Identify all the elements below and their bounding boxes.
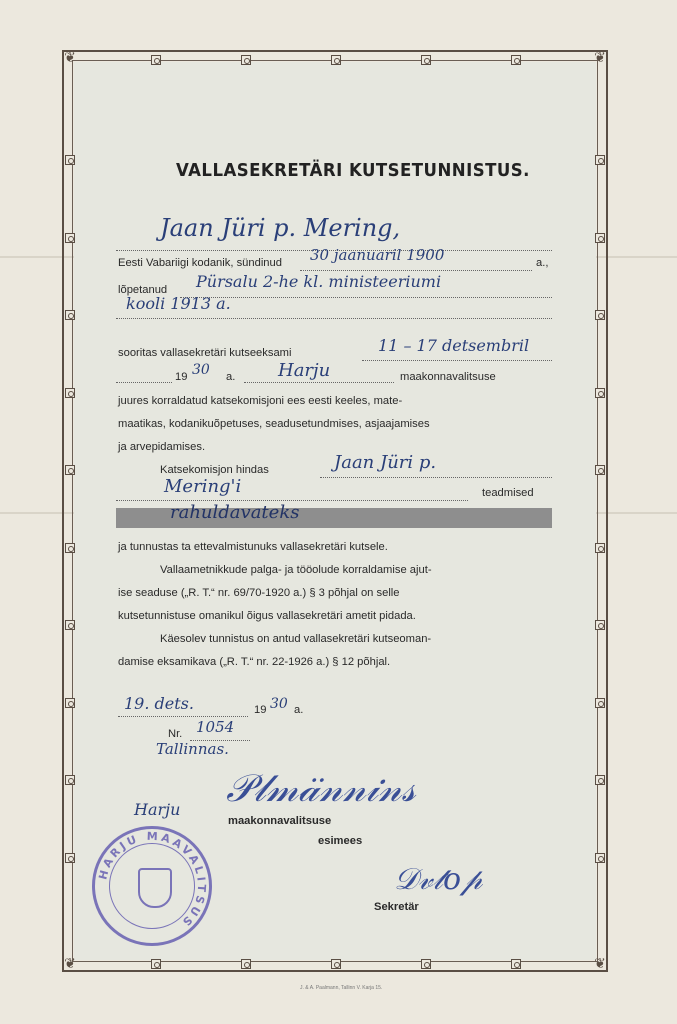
dotted-line xyxy=(116,318,552,319)
handwritten-assessed-name: Jaan Jüri p. xyxy=(334,452,437,473)
border-ornament-icon xyxy=(511,959,521,969)
handwritten-grade: rahuldavateks xyxy=(170,502,300,523)
border-ornament-icon xyxy=(331,55,341,65)
dotted-line xyxy=(300,270,532,271)
handwritten-place: Tallinnas. xyxy=(156,740,229,758)
stamp-inner-ring xyxy=(109,843,195,929)
handwritten-issue-day: 19. dets. xyxy=(124,694,194,713)
border-ornament-icon xyxy=(595,698,605,708)
suffix-label: a., xyxy=(536,257,549,269)
county-government-word: maakonnavalitsuse xyxy=(400,371,496,383)
corner-ornament-icon: ❦ xyxy=(64,50,76,66)
dotted-line xyxy=(362,360,552,361)
handwritten-exam-year: 30 xyxy=(192,362,210,378)
paragraph-line: maatikas, kodanikuõpetuses, seadusetundmises, asjaajamises xyxy=(118,418,430,430)
border-ornament-icon xyxy=(595,388,605,398)
border-ornament-icon xyxy=(421,959,431,969)
official-stamp xyxy=(92,826,212,946)
border-ornament-icon xyxy=(511,55,521,65)
border-ornament-icon xyxy=(595,775,605,785)
border-ornament-icon xyxy=(65,775,75,785)
border-ornament-icon xyxy=(595,465,605,475)
border-ornament-icon xyxy=(151,55,161,65)
border-ornament-icon xyxy=(65,620,75,630)
graduated-label: lõpetanud xyxy=(118,284,168,296)
handwritten-sign-county: Harju xyxy=(134,800,181,819)
border-ornament-icon xyxy=(65,233,75,243)
border-ornament-icon xyxy=(65,310,75,320)
secretary-signature-icon: 𝒟𝓋𝓉𝑜𝓅 xyxy=(394,862,483,897)
border-ornament-icon xyxy=(65,155,75,165)
paragraph-line: kutsetunnistuse omanikul õigus vallasekretäri ametit pidada. xyxy=(118,610,416,622)
border-ornament-icon xyxy=(421,55,431,65)
dotted-line xyxy=(116,382,172,383)
border-ornament-icon xyxy=(65,698,75,708)
border-ornament-icon xyxy=(241,55,251,65)
dotted-line xyxy=(180,297,552,298)
assessed-label: Katsekomisjon hindas xyxy=(160,464,269,476)
handwritten-number: 1054 xyxy=(196,718,235,736)
border-ornament-icon xyxy=(65,465,75,475)
dotted-line xyxy=(118,716,248,717)
dotted-line xyxy=(116,500,468,501)
handwritten-school-end: kooli 1913 a. xyxy=(126,294,231,313)
border-ornament-icon xyxy=(331,959,341,969)
paragraph-line: ja arvepidamises. xyxy=(118,441,206,453)
year-suffix: a. xyxy=(226,371,236,383)
border-ornament-icon xyxy=(241,959,251,969)
document-title: VALLASEKRETÄRI KUTSETUNNISTUS. xyxy=(176,160,530,181)
issue-year-suffix: a. xyxy=(294,704,304,716)
border-ornament-icon xyxy=(595,853,605,863)
border-ornament-icon xyxy=(595,233,605,243)
exam-label: sooritas vallasekretäri kutseeksami xyxy=(118,347,292,359)
border-ornament-icon xyxy=(65,853,75,863)
handwritten-name: Jaan Jüri p. Mering, xyxy=(160,214,401,242)
secretary-label: Sekretär xyxy=(374,901,419,913)
handwritten-birth-date: 30 jaanuaril 1900 xyxy=(310,246,445,264)
paragraph-line: Vallaametnikkude palga- ja tööolude korraldamise ajut- xyxy=(160,564,432,576)
paragraph-line: Käesolev tunnistus on antud vallasekretäri kutseoman- xyxy=(160,633,432,645)
border-ornament-icon xyxy=(595,155,605,165)
year-prefix: 19 xyxy=(175,371,188,383)
citizen-label: Eesti Vabariigi kodanik, sündinud xyxy=(118,257,282,269)
sign-chair-label: esimees xyxy=(318,835,363,847)
chairman-signature-icon: 𝒫𝓁𝓂𝒶̈𝓃𝓃𝒾𝓃𝓈 xyxy=(226,766,416,810)
printer-imprint: J. & A. Paalmann, Tallinn V. Karja 15. xyxy=(300,985,383,991)
paragraph-line: damise eksamikava („R. T.“ nr. 22-1926 a.) § 12 põhjal. xyxy=(118,656,391,668)
handwritten-school: Pürsalu 2-he kl. ministeeriumi xyxy=(196,272,442,291)
corner-ornament-icon: ❦ xyxy=(594,956,606,972)
handwritten-assessed-name-end: Mering'i xyxy=(164,476,242,497)
number-label: Nr. xyxy=(168,728,183,740)
border-ornament-icon xyxy=(151,959,161,969)
sign-government-label: maakonnavalitsuse xyxy=(228,815,332,827)
handwritten-county: Harju xyxy=(278,360,331,381)
stamp-shield-icon xyxy=(138,868,172,908)
border-ornament-icon xyxy=(595,543,605,553)
paragraph-line: juures korraldatud katsekomisjoni ees eesti keeles, mate- xyxy=(118,395,403,407)
border-ornament-icon xyxy=(595,310,605,320)
paragraph-line: ise seaduse („R. T.“ nr. 69/70-1920 a.) § 3 põhjal on selle xyxy=(118,587,400,599)
handwritten-issue-year: 30 xyxy=(270,696,288,712)
paragraph-line: ja tunnustas ta ettevalmistunuks vallasekretäri kutsele. xyxy=(118,541,388,553)
handwritten-exam-dates: 11 – 17 detsembril xyxy=(378,336,530,355)
border-ornament-icon xyxy=(65,543,75,553)
dotted-line xyxy=(320,477,552,478)
corner-ornament-icon: ❦ xyxy=(594,50,606,66)
border-ornament-icon xyxy=(65,388,75,398)
stamp-text: HARJU MAAVALITSUS xyxy=(96,829,209,931)
corner-ornament-icon: ❦ xyxy=(64,956,76,972)
knowledge-label: teadmised xyxy=(482,487,534,499)
issue-year-prefix: 19 xyxy=(254,704,267,716)
dotted-line xyxy=(244,382,394,383)
border-ornament-icon xyxy=(595,620,605,630)
